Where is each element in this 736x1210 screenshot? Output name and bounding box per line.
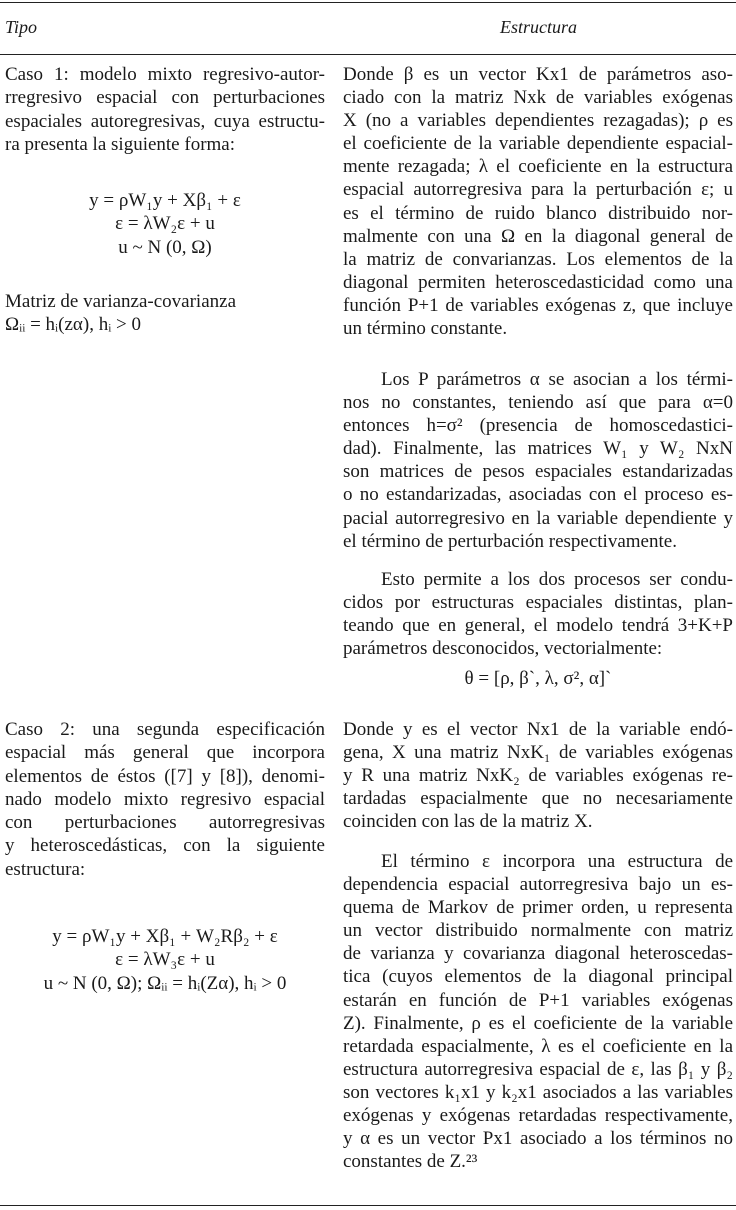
text-line: gena, X una matriz NxK₁ de variables exógenas — [343, 742, 733, 764]
caso2-line: nado modelo mixto regresivo espacial — [5, 788, 325, 810]
caso1-description — [5, 63, 325, 156]
header-rule — [0, 54, 736, 55]
text-line: la matriz de convarianzas. Los elementos de la — [343, 248, 733, 270]
text-line: cidos por estructuras espaciales distintas, plan- — [343, 592, 733, 614]
caso2-line: Caso 2: una segunda especificación — [5, 719, 325, 740]
text-line: diagonal permiten heteroscedasticidad como una — [343, 271, 733, 293]
text-line: parámetros desconocidos, vectorialmente: — [343, 638, 663, 660]
caso2-line: espacial más general que incorpora — [5, 742, 325, 764]
text-line: X (no a variables dependientes rezagadas); ρ es — [343, 110, 733, 132]
text-line: dad). Finalmente, las matrices W₁ y W₂ NxN — [343, 438, 733, 460]
caso2-line: estructura: — [5, 858, 86, 880]
text-line: Donde y es el vector Nx1 de la variable endó- — [343, 719, 733, 740]
caso1-line: Caso 1: modelo mixto regresivo-autor- — [5, 64, 325, 85]
caso1-line: espaciales autoregresivas, cuya estructu- — [5, 110, 325, 132]
caso1-line: rregresivo espacial con perturbaciones — [5, 87, 325, 109]
text-line: mente rezagada; λ el coeficiente en la estructura — [343, 156, 733, 178]
theta-vector — [343, 667, 733, 690]
text-line: constantes de Z.²³ — [343, 1151, 478, 1173]
caso2-line: con perturbaciones autorregresivas — [5, 812, 325, 834]
text-line: y α es un vector Px1 asociado a los términos no — [343, 1128, 733, 1150]
text-line: El término ε incorpora una estructura de — [381, 851, 733, 872]
estructura1-paragraph-2 — [343, 368, 733, 553]
text-line: ciado con la matriz Nxk de variables exógenas — [343, 87, 733, 109]
text-line: Donde β es un vector Kx1 de parámetros aso- — [343, 64, 733, 85]
text-line: dependencia espacial autorregresiva bajo un es- — [343, 874, 733, 896]
text-line: espacial autorregresiva para la perturbación ε; u — [343, 179, 733, 201]
text-line: pacial autorregresivo en la variable dependiente y — [343, 507, 733, 529]
text-line: nos no constantes, teniendo así que para α=0 — [343, 392, 733, 414]
text-line: función P+1 de variables exógenas z, que incluye — [343, 294, 733, 316]
equation: y = ρW₁y + Xβ₁ + W₂Rβ₂ + ε — [52, 926, 278, 947]
caso1-equations — [5, 189, 325, 259]
text-line: son vectores k₁x1 y k₂x1 asociados a las variables — [343, 1081, 733, 1103]
text-line: teando que en general, el modelo tendrá 3+K+P — [343, 615, 733, 637]
text-line: quema de Markov de primer orden, u representa — [343, 897, 733, 919]
table-top-rule — [0, 2, 736, 3]
estructura2-paragraph-1 — [343, 718, 733, 833]
text-line: son matrices de pesos espaciales estandarizadas — [343, 461, 733, 483]
matrix-label: Matriz de varianza-covarianza — [5, 291, 237, 312]
text-line: es el término de ruido blanco distribuido nor- — [343, 202, 733, 224]
text-line: malmente con una Ω en la diagonal general de — [343, 225, 733, 247]
text-line: y R una matriz NxK₂ de variables exógenas re- — [343, 765, 733, 787]
caso1-matrix — [5, 290, 325, 337]
text-line: de varianza y covarianza diagonal heteroscedas- — [343, 943, 733, 965]
caso2-equations — [5, 925, 325, 995]
text-line: coinciden con las de la matriz X. — [343, 811, 593, 833]
matrix-formula: Ωᵢᵢ = hᵢ(zα), hᵢ > 0 — [5, 314, 142, 336]
text-line: un término constante. — [343, 318, 508, 340]
estructura2-paragraph-2 — [343, 850, 733, 1173]
equation: ε = λW₂ε + u — [115, 213, 215, 235]
column-header-tipo: Tipo — [5, 17, 38, 37]
text-line: Los P parámetros α se asocian a los térmi- — [381, 369, 733, 390]
text-line: tardadas espacialmente que no necesariamente — [343, 788, 733, 810]
equation: θ = [ρ, β`, λ, σ², α]` — [464, 668, 612, 689]
table-bottom-rule — [0, 1205, 736, 1206]
caso1-line: ra presenta la siguiente forma: — [5, 133, 236, 155]
text-line: Esto permite a los dos procesos ser condu- — [381, 569, 733, 590]
equation: ε = λW₃ε + u — [115, 949, 215, 971]
text-line: entonces h=σ² (presencia de homoscedastici- — [343, 415, 733, 437]
text-line: exógenas y exógenas retardadas respectivamente, — [343, 1105, 733, 1127]
equation: u ~ N (0, Ω); Ωᵢᵢ = hᵢ(Zα), hᵢ > 0 — [43, 972, 287, 994]
estructura1-paragraph-1 — [343, 63, 733, 340]
estructura1-paragraph-3 — [343, 568, 733, 660]
caso2-line: y heteroscedásticas, con la siguiente — [5, 835, 325, 857]
text-line: retardada espacialmente, λ es el coeficiente en la — [343, 1035, 733, 1057]
text-line: el término de perturbación respectivamente. — [343, 530, 677, 552]
caso2-line: elementos de éstos ([7] y [8]), denomi- — [5, 765, 325, 787]
caso2-description — [5, 718, 325, 881]
equation: y = ρW₁y + Xβ₁ + ε — [89, 190, 241, 211]
text-line: Z). Finalmente, ρ es el coeficiente de la variable — [343, 1012, 733, 1034]
text-line: tica (cuyos elementos de la diagonal principal — [343, 966, 733, 988]
equation: u ~ N (0, Ω) — [118, 236, 212, 258]
text-line: estructura autorregresiva espacial de ε, las β₁ y β₂ — [343, 1058, 733, 1080]
text-line: estarán en función de P+1 variables exógenas — [343, 989, 733, 1011]
text-line: el coeficiente de la variable dependiente espacial- — [343, 133, 733, 155]
text-line: un vector distribuido normalmente con matriz — [343, 920, 733, 942]
column-header-estructura: Estructura — [500, 17, 578, 37]
text-line: o no estandarizadas, asociadas con el proceso es- — [343, 484, 733, 506]
